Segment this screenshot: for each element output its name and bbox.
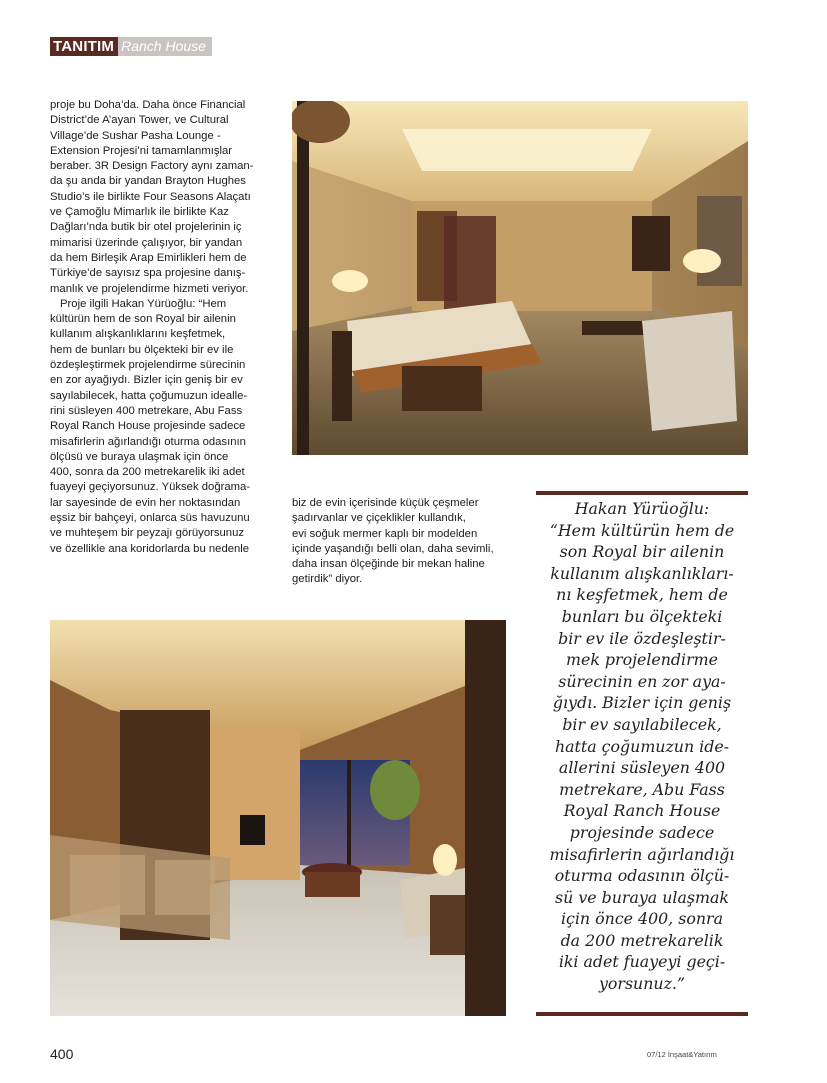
pullquote: Hakan Yürüoğlu: “Hem kültürün hem de son Royal bir ailenin kullanım alışkanlıkları- nı keşfetmek, hem de bunları bu ölçekteki bir ev ile özdeşleştir- mek projelendirme sürecinin en zor aya- ğıydı. Bizler için geniş bir ev sayılabilecek, hatta çoğumuzun ide- allerini süsleyen 400 metrekare, Abu Fass Royal Ranch House projesinde sadece misafirlerin ağırlandığı oturma odasının ölçü- sü ve buraya ulaşmak için önce 400, sonra da 200 metrekarelik iki adet fuayeyi geçi- yorsunuz.” <box>549 499 735 994</box>
page-number: 400 <box>50 1046 74 1062</box>
pullquote-top-rule <box>536 491 748 495</box>
paragraph-2: Proje ilgili Hakan Yürüoğlu: “Hem kültürün hem de son Royal bir ailenin kullanım alışkanlıklarını keşfetmek, hem de bunları bu ölçekteki bir ev ile özdeşleştirmek projelendirme sürecinin en zor ayağıydı. Bizler için geniş bir ev sayılabilecek, hatta çoğumuzun idealle- rini süsleyen 400 metrekare, Abu Fass Royal Ranch House projesinde sadece misafirlerin ağırlandığı oturma odasının ölçüsü ve buraya ulaşmak için önce 400, sonra da 200 metrekarelik iki adet fuayeyi geçiyorsunuz. Yüksek doğrama- lar sayesinde de evin her noktasından eşsiz bir bahçeyi, onlarca süs havuzunu ve muhteşem bir peyzajı görüyorsunuz ve özellikle ana koridorlarda bu nedenle <box>50 297 251 555</box>
issue-folio: 07/12 İnşaat&Yatırım <box>647 1050 717 1059</box>
paragraph-1: proje bu Doha’da. Daha önce Financial District’de A’ayan Tower, ve Cultural Village’de Sushar Pasha Lounge - Extension Projesi’ni tamamlanmışlar beraber. 3R Design Factory aynı zaman- da şu anda bir yandan Brayton Hughes Studio’s ile birlikte Four Seasons Alaçatı ve Çamoğlu Mimarlık ile birlikte Kaz Dağları’nda butik bir otel projelerinin iç mimarisi üzerinde çalışıyor, bir yandan da hem Birleşik Arap Emirlikleri hem de Türkiye’de sayısız spa projesine danış- manlık ve projelendirme hizmeti veriyor. <box>50 99 254 295</box>
living-room-photo <box>50 620 506 1016</box>
paragraph-3: biz de evin içerisinde küçük çeşmeler şadırvanlar ve çiçeklikler kullandık, evi soğuk mermer kaplı bir modelden içinde yaşandığı belli olan, daha sevimli, daha insan ölçeğinde bir mekan haline getirdik” diyor. <box>292 497 494 586</box>
article-column-2 <box>292 496 524 588</box>
bedroom-photo <box>292 101 748 455</box>
pullquote-bottom-rule <box>536 1012 748 1016</box>
article-column-1 <box>50 98 282 557</box>
section-label: TANITIM <box>50 37 118 56</box>
section-header <box>50 37 212 56</box>
topic-label: Ranch House <box>118 37 212 56</box>
